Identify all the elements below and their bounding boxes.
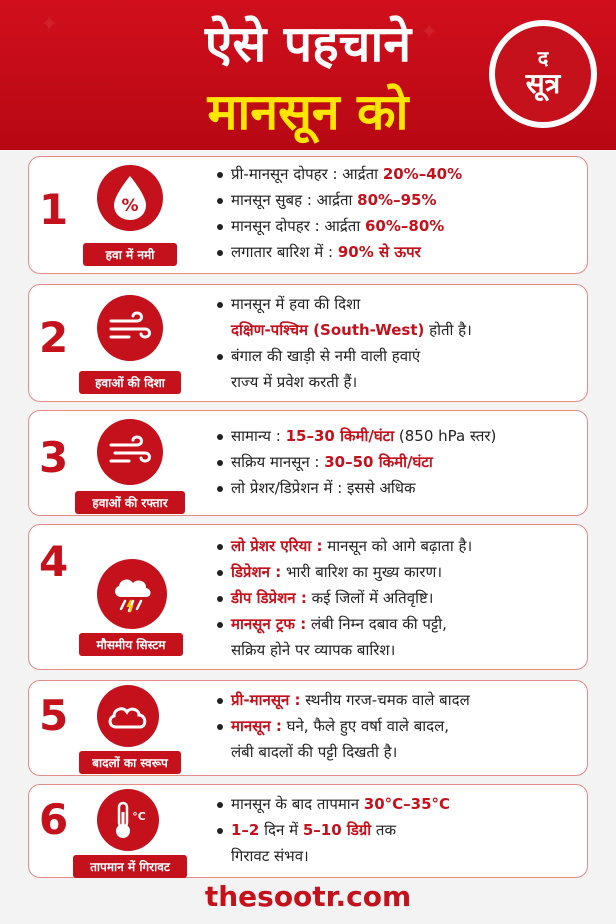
bullet-text: मानसून सुबह : आर्द्रता [231,191,358,209]
bullet-text: प्री-मानसून दोपहर : आर्द्रता [231,165,383,183]
bullet-text: मानसून दोपहर : आर्द्रता [231,217,365,235]
card-bullets [217,423,577,501]
card-bullets [217,687,577,765]
bullet-text: तक [371,821,396,839]
bullet-row [217,791,577,817]
card-number: 2 [39,313,69,362]
page-title-line1: ऐसे पहचाने [204,15,412,73]
card-bullets [217,291,577,395]
bullet-row [217,343,577,369]
card-label: हवा में नमी [83,243,177,266]
svg-text:%: % [121,196,139,216]
bullet-text: लगातार बारिश में : [231,243,338,261]
bullet-text: स्थनीय गरज-चमक वाले बादल [300,691,470,709]
highlight-text: 80%–95% [357,191,437,209]
thermometer-icon [97,789,159,851]
highlight-text: 30°C–35°C [363,795,451,813]
highlight-text: प्री-मानसून : [231,691,301,709]
footer-website: thesootr.com [204,880,412,913]
svg-text:°C: °C [132,810,146,823]
info-card-4 [28,524,588,670]
bullet-row [217,713,577,739]
bullet-row [217,161,577,187]
bullet-row [217,611,577,637]
highlight-text: 60%–80% [364,217,445,235]
highlight-text: दक्षिण-पश्चिम (South-West) [231,321,425,339]
highlight-text: मानसून : [231,717,282,735]
storm-cloud-icon [97,559,167,629]
highlight-text: 90% से ऊपर [337,243,421,261]
watermark: ✦ [40,12,59,37]
logo-top-text: द [537,46,549,70]
bullet-row [217,369,577,395]
highlight-text: डीप डिप्रेशन : [231,589,307,607]
highlight-text: मानसून ट्रफ : [231,615,307,633]
bullet-text: दिन में [259,821,303,839]
wind-icon [97,295,163,361]
card-number: 3 [39,433,69,482]
card-number: 6 [39,795,69,844]
highlight-text: 30–50 किमी/घंटा [324,453,433,471]
bullet-row [217,739,577,765]
bullet-row [217,423,577,449]
cloud-icon [97,685,159,747]
bullet-text: राज्य में प्रवेश करती हैं। [231,373,358,391]
card-bullets [217,161,577,265]
bullet-row [217,291,577,317]
bullet-row [217,817,577,843]
card-bullets [217,533,577,663]
info-card-1 [28,156,588,274]
bullet-text: लंबी बादलों की पट्टी दिखती है। [231,743,398,761]
bullet-text: सक्रिय होने पर व्यापक बारिश। [231,641,396,659]
bullet-text: गिरावट संभव। [231,847,309,865]
bullet-row [217,637,577,663]
bullet-text: लो प्रेशर/डिप्रेशन में : इससे अधिक [231,479,416,497]
watermark: ✦ [420,20,439,45]
bullet-text: मानसून में हवा की दिशा [231,295,361,313]
page-title-line2: मानसून को [207,83,409,141]
humidity-drop-icon [97,165,163,231]
card-label: तापमान में गिरावट [73,855,187,878]
bullet-text: घने, फैले हुए वर्षा वाले बादल, [281,717,450,735]
bullet-row [217,475,577,501]
bullet-text: मानसून को आगे बढ़ाता है। [322,537,473,555]
card-number: 4 [39,537,69,586]
bullet-row [217,533,577,559]
highlight-text: 5–10 डिग्री [302,821,372,839]
logo-main-text: सूत्र [525,67,561,100]
bullet-row [217,213,577,239]
info-card-5 [28,680,588,776]
card-bullets [217,791,577,869]
bullet-row [217,687,577,713]
info-card-2 [28,284,588,402]
bullet-text: होती है। [424,321,472,339]
info-card-6 [28,784,588,878]
card-number: 1 [39,185,69,234]
bullet-row [217,317,577,343]
bullet-row [217,585,577,611]
bullet-text: सामान्य : [231,427,286,445]
header-banner [0,0,616,150]
highlight-text: 20%–40% [382,165,463,183]
bullet-text: (850 hPa स्तर) [394,427,497,445]
card-label: मौसमीय सिस्टम [79,633,183,656]
bullet-text: सक्रिय मानसून : [231,453,325,471]
bullet-row [217,843,577,869]
bullet-row [217,559,577,585]
highlight-text: लो प्रेशर एरिया : [231,537,323,555]
bullet-text: बंगाल की खाड़ी से नमी वाली हवाएं [231,347,421,365]
card-label: हवाओं की दिशा [79,371,181,394]
bullet-text: कई जिलों में अतिवृष्टि। [306,589,434,607]
bullet-text: लंबी निम्न दबाव की पट्टी, [306,615,447,633]
wind-speed-icon [97,419,163,485]
highlight-text: 1–2 [231,821,260,839]
highlight-text: डिप्रेशन : [231,563,282,581]
bullet-row [217,449,577,475]
bullet-row [217,187,577,213]
bullet-row [217,239,577,265]
brand-logo [489,20,597,128]
bullet-text: मानसून के बाद तापमान [231,795,364,813]
card-label: बादलों का स्वरूप [79,751,181,774]
bullet-text: भारी बारिश का मुख्य कारण। [281,563,443,581]
card-number: 5 [39,691,69,740]
info-card-3 [28,410,588,516]
highlight-text: 15–30 किमी/घंटा [285,427,395,445]
card-label: हवाओं की रफ्तार [75,491,185,514]
